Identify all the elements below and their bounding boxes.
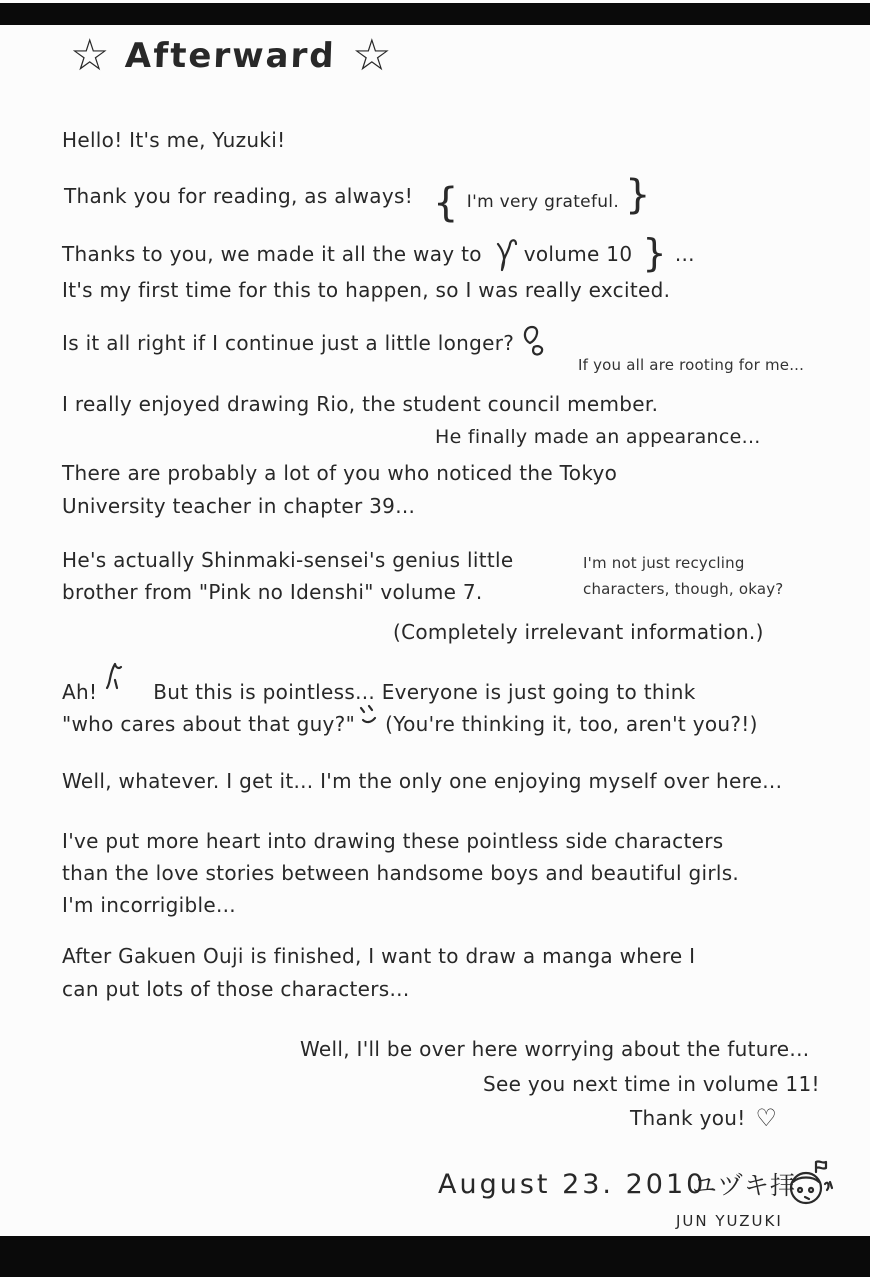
brother-line-1: He's actually Shinmaki-sensei's genius little	[62, 548, 514, 572]
irrelevant-line: (Completely irrelevant information.)	[393, 620, 764, 644]
heart-into-line-2: than the love stories between handsome boys and beautiful girls.	[62, 861, 740, 885]
rooting-side-note: If you all are rooting for me...	[578, 356, 805, 374]
who-cares-line	[62, 712, 758, 737]
signature-english: JUN YUZUKI	[676, 1212, 783, 1230]
page-title-text: Afterward	[124, 36, 337, 76]
thanks-reading-line	[64, 172, 651, 234]
heart-into-line-3: I'm incorrigible...	[62, 893, 236, 917]
top-black-bar	[0, 3, 870, 25]
pointless-text-1: But this is pointless... Everyone is just going to think	[153, 680, 696, 704]
page-title	[70, 30, 392, 81]
brother-line-2: brother from "Pink no Idenshi" volume 7.	[62, 580, 483, 604]
after-line-1: After Gakuen Ouji is finished, I want to draw a manga where I	[62, 944, 696, 968]
thanks-reading-text: Thank you for reading, as always!	[64, 184, 414, 208]
thanks-volume-text: Thanks to you, we made it all the way to	[62, 242, 482, 266]
signature-japanese: ユヅキ拝	[692, 1171, 797, 1200]
whatever-line: Well, whatever. I get it... I'm the only one enjoying myself over here...	[62, 769, 783, 793]
sweat-doodle-icon	[357, 702, 379, 732]
brace-open-icon: {	[433, 180, 459, 226]
worrying-line: Well, I'll be over here worrying about the future...	[300, 1037, 810, 1061]
pointless-text-2: "who cares about that guy?"	[62, 712, 356, 736]
heart-icon: ♡	[755, 1104, 778, 1132]
after-line-2: can put lots of those characters...	[62, 977, 410, 1001]
grateful-note: I'm very grateful.	[466, 192, 620, 212]
brace-close-icon: }	[625, 172, 651, 218]
star-icon: ☆	[70, 30, 110, 81]
heart-into-line-1: I've put more heart into drawing these pointless side characters	[62, 829, 724, 853]
ah-text: Ah!	[62, 680, 98, 704]
leaf-doodle-icon	[520, 323, 550, 365]
thank-you-text: Thank you!	[630, 1106, 746, 1130]
thank-you-line	[630, 1106, 777, 1133]
tokyo-line-2: University teacher in chapter 39...	[62, 494, 416, 518]
tokyo-line-1: There are probably a lot of you who noticed the Tokyo	[62, 461, 618, 485]
author-face-doodle-icon	[783, 1158, 835, 1218]
first-time-line: It's my first time for this to happen, so I was really excited.	[62, 278, 671, 302]
curl-brace-icon	[494, 232, 520, 278]
bottom-black-bar	[0, 1236, 870, 1277]
pointless-text-3: (You're thinking it, too, aren't you?!)	[385, 712, 758, 736]
ah-flourish-icon	[103, 658, 125, 698]
rio-line: I really enjoyed drawing Rio, the student council member.	[62, 392, 659, 416]
see-you-line: See you next time in volume 11!	[483, 1072, 820, 1096]
appearance-note: He finally made an appearance...	[435, 426, 761, 448]
recycling-side-note-2: characters, though, okay?	[583, 580, 784, 598]
signature-date: August 23. 2010	[438, 1169, 707, 1200]
star-icon: ☆	[352, 30, 392, 81]
recycling-side-note-1: I'm not just recycling	[583, 554, 745, 572]
ellipsis-text: ...	[674, 242, 695, 266]
continue-question-line	[62, 331, 550, 365]
greeting-line: Hello! It's me, Yuzuki!	[62, 128, 286, 152]
brace-close-icon: }	[642, 231, 667, 275]
continue-question-text: Is it all right if I continue just a little longer?	[62, 331, 515, 355]
volume-label: volume 10	[523, 242, 633, 266]
